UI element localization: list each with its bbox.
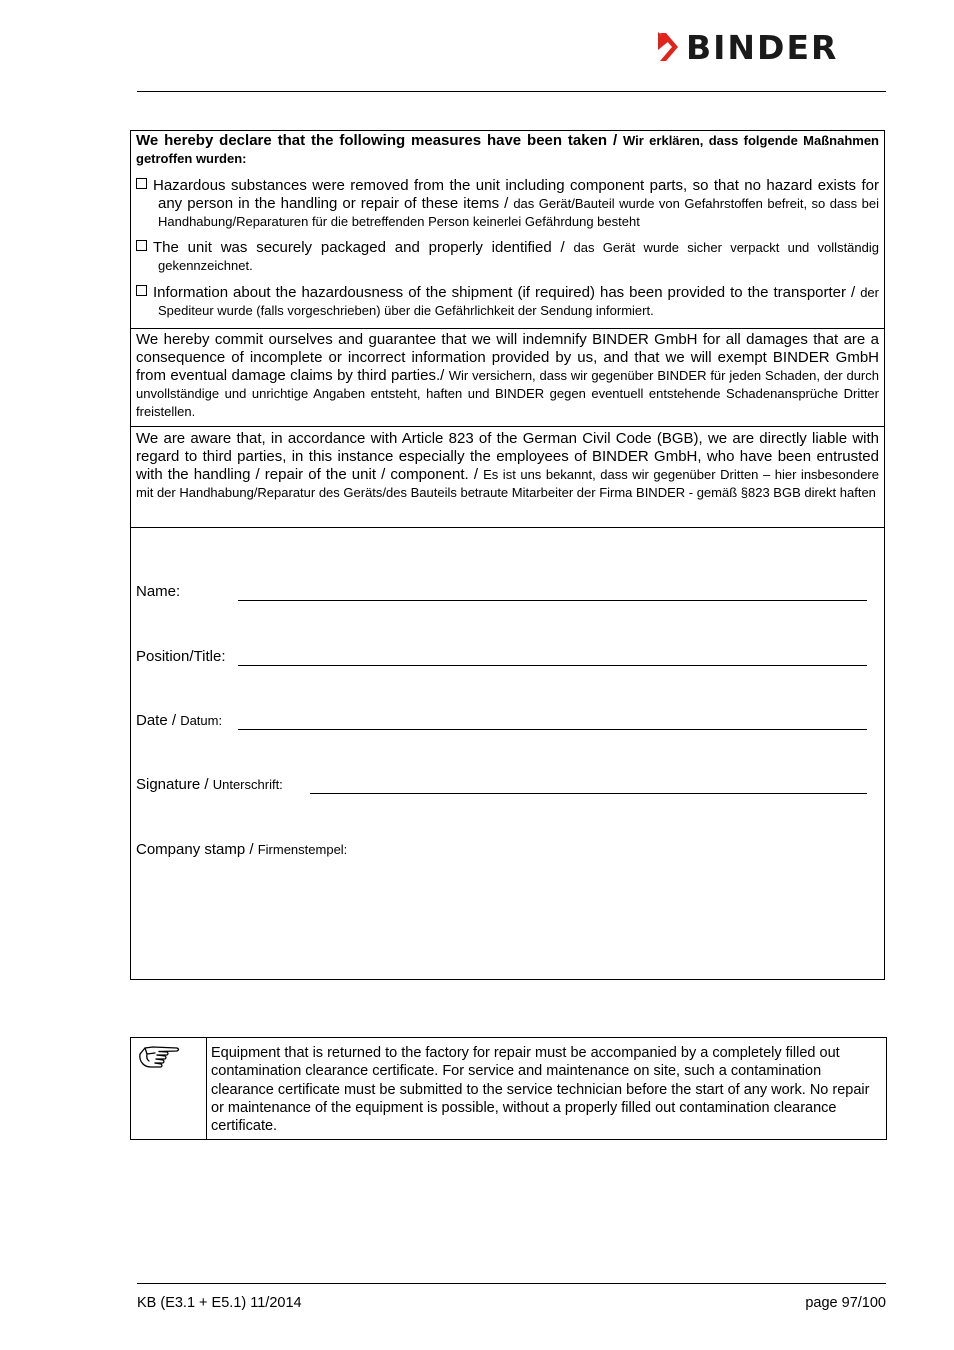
measure-item	[136, 177, 879, 231]
signature-label-de: Unterschrift:	[212, 777, 283, 792]
date-label-en: Date /	[136, 712, 181, 729]
measures-section	[131, 131, 884, 329]
company-stamp-area[interactable]	[136, 866, 876, 971]
binder-logo	[656, 30, 888, 66]
signature-field[interactable]	[310, 793, 867, 794]
measure-item-en: Hazardous substances were removed from the unit including component parts, so that no hazard exists for any person in the handling or repair of these items /	[153, 177, 879, 212]
measures-intro-de: Wir erklären, dass folgende Maßnahmen getroffen wurden:	[136, 133, 879, 166]
measure-item	[136, 284, 879, 320]
stamp-label-de: Firmenstempel:	[257, 842, 348, 857]
measure-item-de: das Gerät/Bauteil wurde von Gefahrstoffen befreit, so dass bei Handhabung/Reparaturen für die betreffenden Person keinerlei Gefährdung besteht	[158, 196, 879, 229]
name-label: Name:	[136, 583, 181, 600]
measures-intro	[136, 132, 879, 168]
position-field[interactable]	[238, 665, 867, 666]
binder-logo-arrow-icon	[656, 30, 682, 66]
measure-item	[136, 239, 879, 275]
page-number: page 97/100	[805, 1295, 886, 1311]
commitment-de: Wir versichern, dass wir gegenüber BINDER für jeden Schaden, der durch unvollständige und unrichtige Angaben entsteht, haften und BINDER gegen eventuell entstehende Schadenansprüche Dritter freistellen.	[136, 368, 879, 419]
checkbox-icon[interactable]	[136, 285, 147, 296]
date-field[interactable]	[238, 729, 867, 730]
name-field[interactable]	[238, 600, 867, 601]
date-label-de: Datum:	[180, 713, 223, 728]
repair-note-text: Equipment that is returned to the factory for repair must be accompanied by a completely filled out contamination clearance certificate. For service and maintenance on site, such a contamination clearance certificate must be submitted to the service technician before the start of any work. No repair or maintenance of the equipment is possible, without a properly filled out contamination clearance certificate.	[211, 1045, 870, 1135]
pointing-hand-icon	[137, 1042, 181, 1080]
checkbox-icon[interactable]	[136, 240, 147, 251]
brand-name: BINDER	[686, 28, 839, 67]
measure-item-en: Information about the hazardousness of the shipment (if required) has been provided to the transporter /	[153, 284, 861, 301]
note-icon-cell	[131, 1038, 207, 1139]
document-reference: KB (E3.1 + E5.1) 11/2014	[137, 1295, 302, 1311]
measure-item-en: The unit was securely packaged and properly identified /	[153, 239, 574, 256]
measures-intro-en: We hereby declare that the following measures have been taken /	[136, 132, 624, 149]
footer-rule	[137, 1283, 886, 1284]
declaration-box	[130, 130, 885, 980]
measure-item-de: der Spediteur wurde (falls vorgeschrieben) über die Gefährlichkeit der Sendung informiert.	[158, 285, 879, 318]
liability-section	[131, 427, 884, 528]
repair-note-box	[130, 1037, 887, 1140]
checkbox-icon[interactable]	[136, 178, 147, 189]
measure-item-de: das Gerät wurde sicher verpackt und vollständig gekennzeichnet.	[158, 240, 879, 273]
commitment-text	[136, 331, 879, 421]
commitment-section	[131, 329, 884, 427]
commitment-en: We hereby commit ourselves and guarantee that we will indemnify BINDER GmbH for all damages that are a consequence of incomplete or incorrect information provided by us, and that we will exempt BINDER GmbH from eventual damage claims by third parties./	[136, 331, 879, 384]
liability-en: We are aware that, in accordance with Article 823 of the German Civil Code (BGB), we are directly liable with regard to third parties, in this instance especially the employees of BINDER GmbH, who have been entrusted with the handling / repair of the unit / component. /	[136, 430, 879, 483]
signature-label-en: Signature /	[136, 776, 213, 793]
liability-de: Es ist uns bekannt, dass wir gegenüber Dritten – hier insbesondere mit der Handhabung/Reparatur des Geräts/des Bauteils betraute Mitarbeiter der Firma BINDER - gemäß §823 BGB direkt haften	[136, 467, 879, 500]
date-label	[136, 712, 222, 729]
stamp-label-en: Company stamp /	[136, 841, 258, 858]
header-rule	[137, 91, 886, 92]
position-label: Position/Title:	[136, 648, 226, 665]
stamp-label	[136, 841, 347, 858]
liability-text	[136, 430, 879, 502]
signature-label	[136, 776, 283, 793]
